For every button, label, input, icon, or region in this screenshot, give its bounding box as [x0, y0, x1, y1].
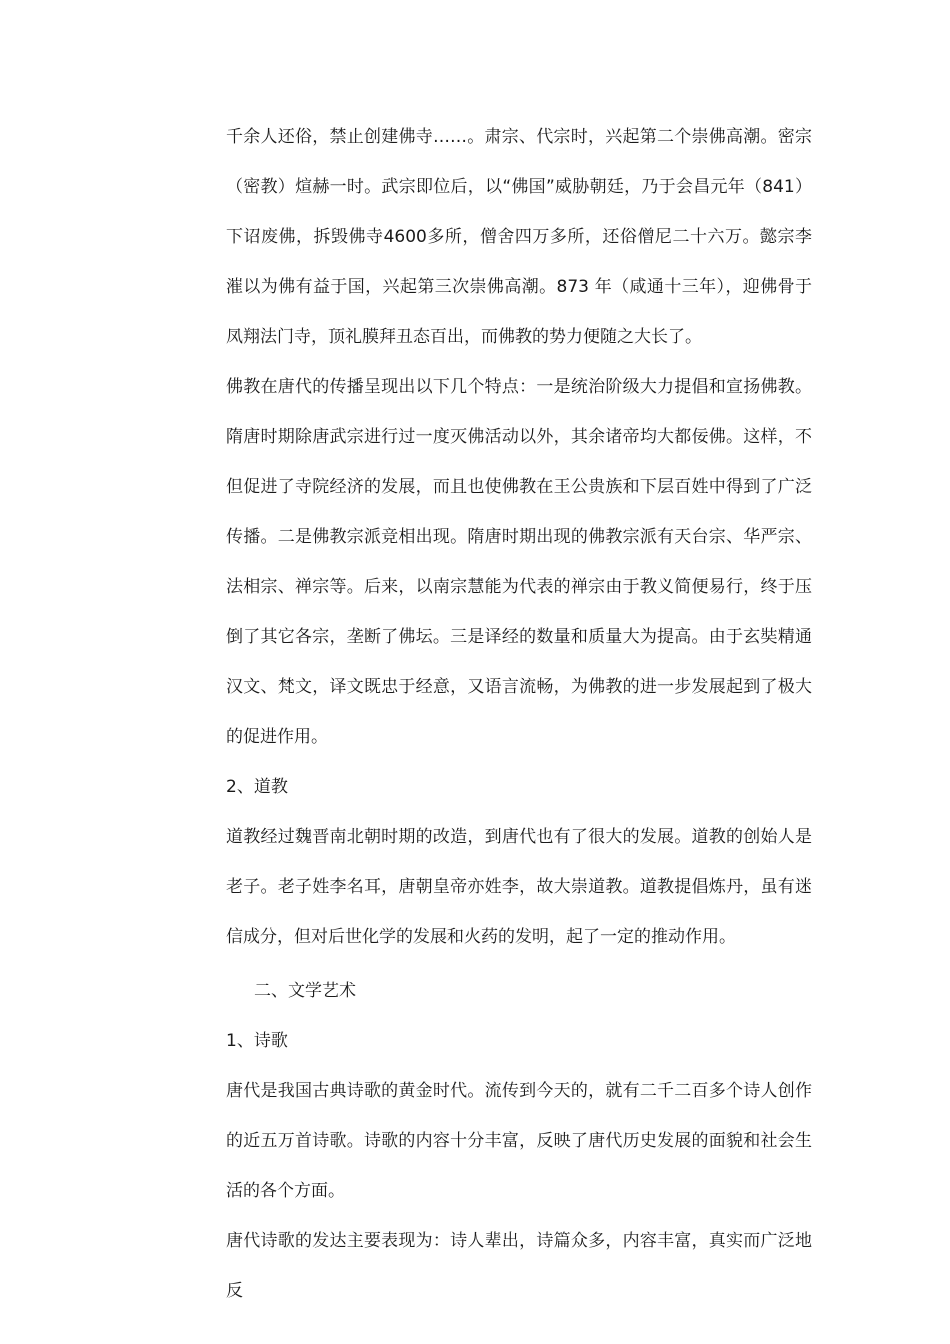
paragraph-daoism: 道教经过魏晋南北朝时期的改造，到唐代也有了很大的发展。道教的创始人是老子。老子姓李名耳，唐朝皇帝亦姓李，故大崇道教。道教提倡炼丹，虽有迷信成分，但对后世化学的发展和火药的发明，起了一定的推动作用。	[226, 827, 812, 947]
paragraph-poetry-development: 唐代诗歌的发达主要表现为：诗人辈出，诗篇众多，内容丰富，真实而广泛地反	[226, 1231, 812, 1301]
document-body	[226, 112, 812, 1316]
heading-daoism: 2、道教	[226, 777, 288, 797]
paragraph-poetry-golden-age: 唐代是我国古典诗歌的黄金时代。流传到今天的，就有二千二百多个诗人创作的近五万首诗歌。诗歌的内容十分丰富，反映了唐代历史发展的面貌和社会生活的各个方面。	[226, 1081, 812, 1201]
section-title-literature-art: 二、文学艺术	[254, 981, 356, 1001]
heading-poetry: 1、诗歌	[226, 1031, 288, 1051]
paragraph-buddhism-history: 千余人还俗，禁止创建佛寺……。肃宗、代宗时，兴起第二个崇佛高潮。密宗（密教）煊赫一时。武宗即位后，以“佛国”威胁朝廷，乃于会昌元年（841）下诏废佛，拆毁佛寺4600多所，僧舍四万多所，还俗僧尼二十六万。懿宗李漼以为佛有益于国，兴起第三次崇佛高潮。873 年（咸通十三年），迎佛骨于凤翔法门寺，顶礼膜拜丑态百出，而佛教的势力便随之大长了。	[226, 127, 812, 347]
paragraph-buddhism-features: 佛教在唐代的传播呈现出以下几个特点：一是统治阶级大力提倡和宣扬佛教。隋唐时期除唐武宗进行过一度灭佛活动以外，其余诸帝均大都佞佛。这样，不但促进了寺院经济的发展，而且也使佛教在王公贵族和下层百姓中得到了广泛传播。二是佛教宗派竞相出现。隋唐时期出现的佛教宗派有天台宗、华严宗、法相宗、禅宗等。后来，以南宗慧能为代表的禅宗由于教义简便易行，终于压倒了其它各宗，垄断了佛坛。三是译经的数量和质量大为提高。由于玄奘精通汉文、梵文，译文既忠于经意，又语言流畅，为佛教的进一步发展起到了极大的促进作用。	[226, 377, 812, 747]
